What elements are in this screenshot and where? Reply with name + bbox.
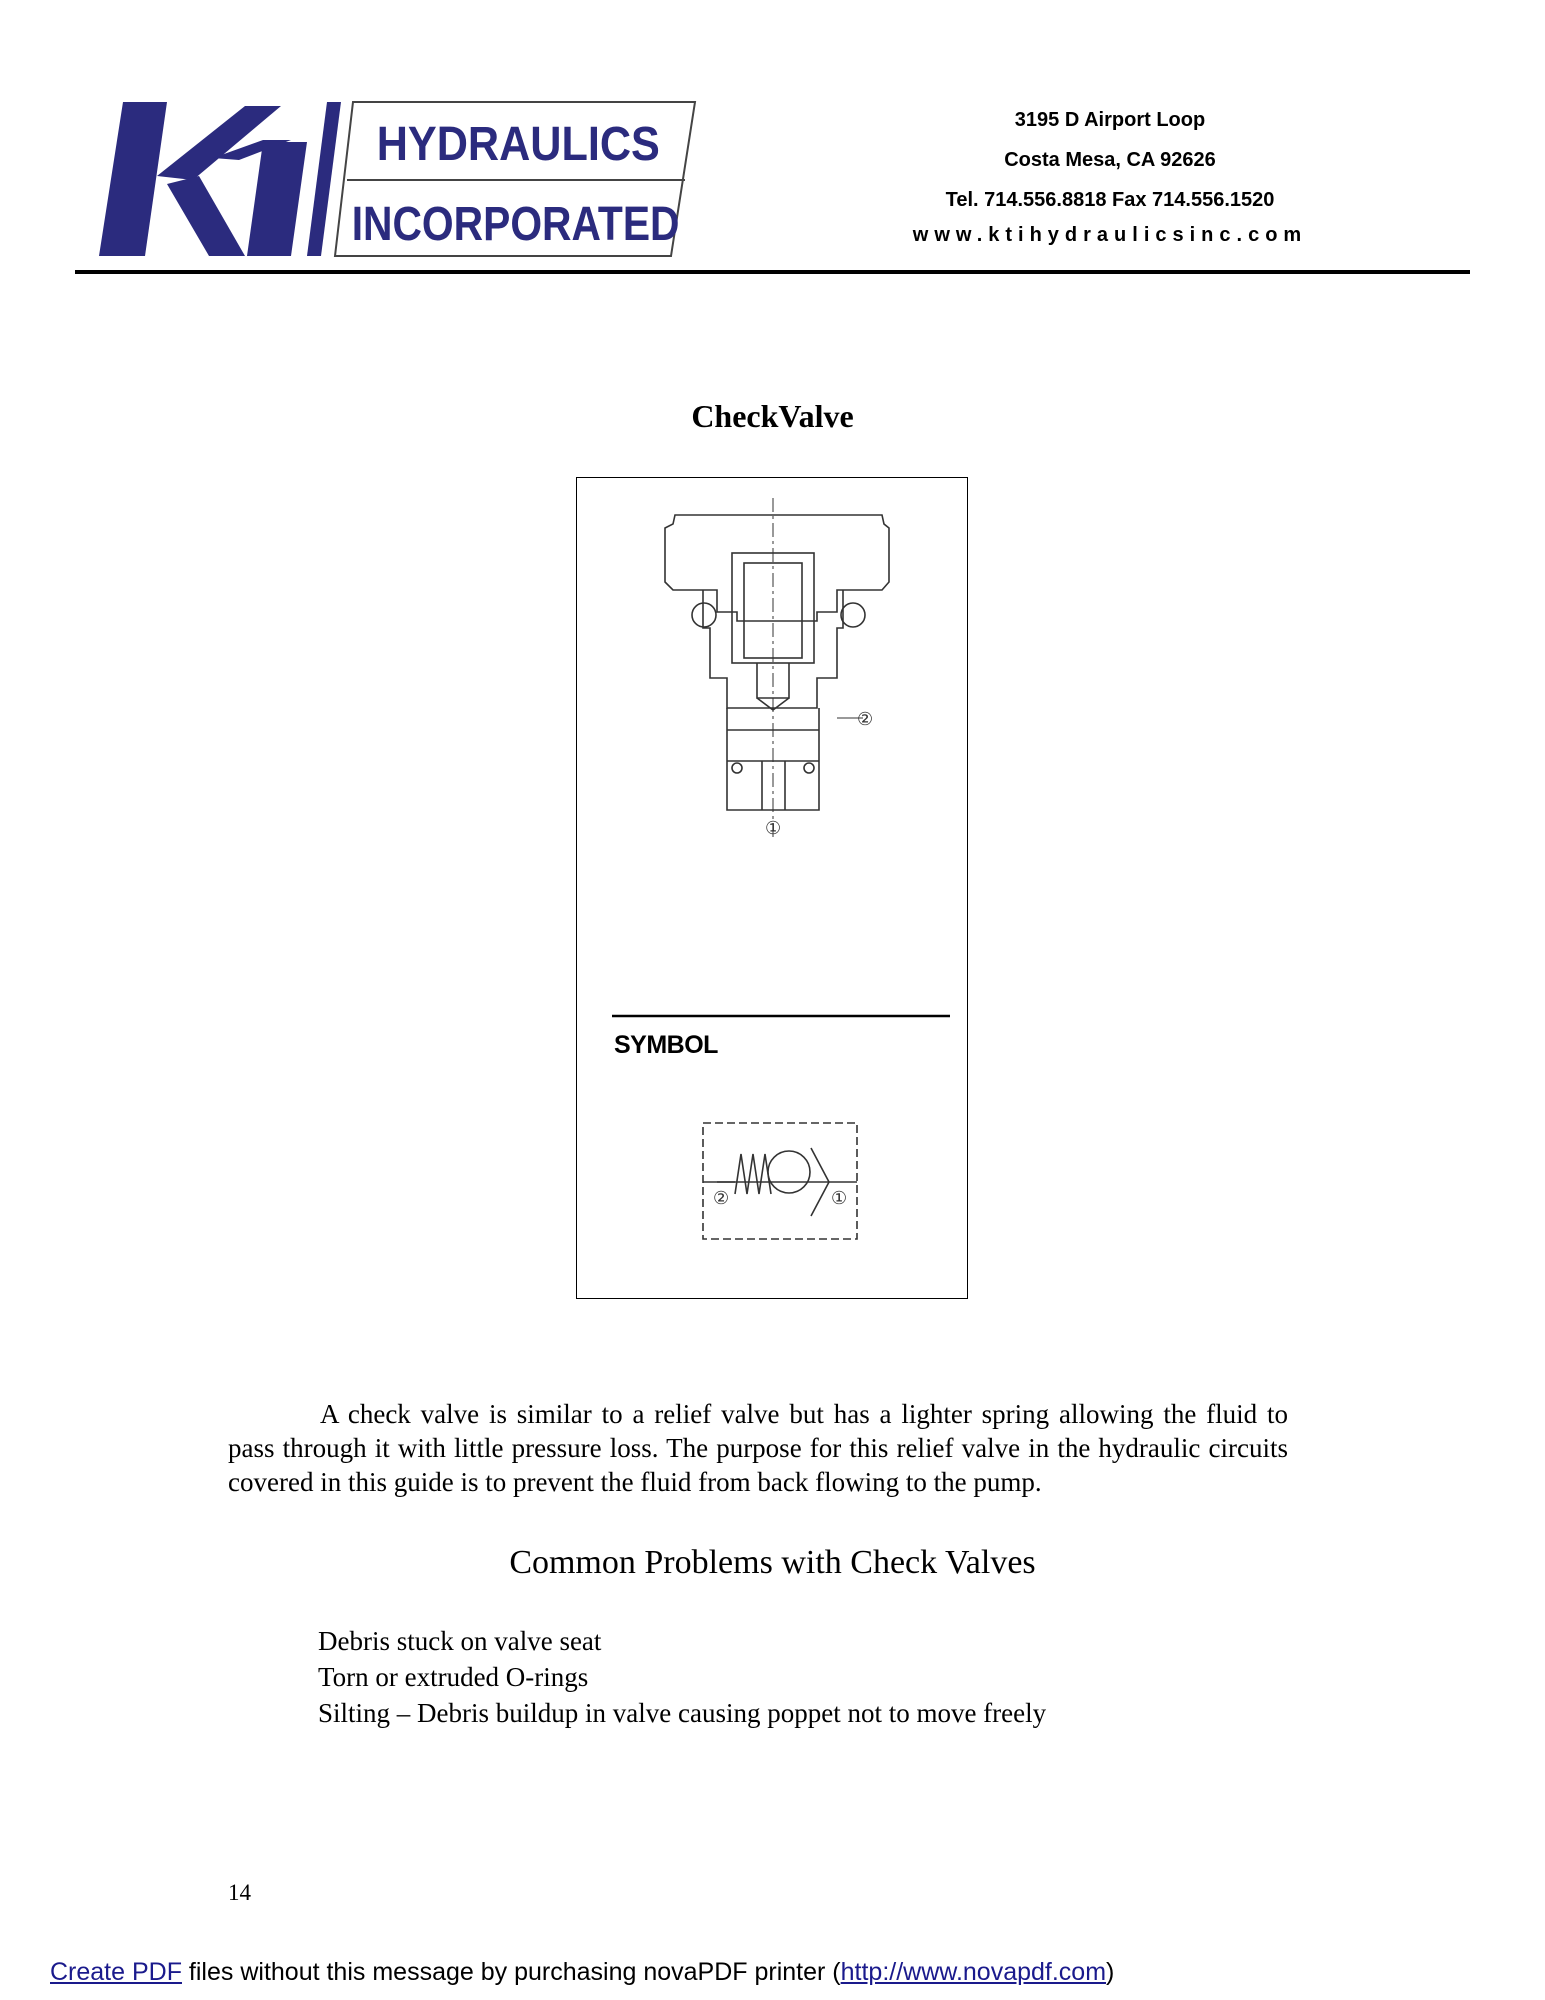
footer-text: files without this message by purchasing novaPDF printer ( bbox=[181, 1958, 841, 1986]
logo-letters: KTI bbox=[95, 100, 97, 101]
description-paragraph: A check valve is similar to a relief valve but has a lighter spring allowing the fluid to pass through it with little pressure loss. The purpose for this relief valve in the hydraulic circuits covered in this guide is to prevent the fluid from back flowing to the pump. bbox=[228, 1399, 1288, 1497]
footer-end: ) bbox=[1106, 1958, 1115, 1986]
port-label-2-symbol: ② bbox=[713, 1188, 730, 1209]
check-valve-figure bbox=[576, 477, 968, 1299]
port-label-2-cutaway: ② bbox=[857, 709, 874, 730]
problems-list bbox=[318, 1623, 1046, 1731]
address-line-1: 3195 D Airport Loop bbox=[1014, 109, 1206, 131]
check-valve-drawing bbox=[577, 478, 969, 1300]
logo-line1: HYDRAULICS bbox=[376, 116, 660, 171]
list-item: Debris stuck on valve seat bbox=[318, 1626, 602, 1656]
page-title: CheckValve bbox=[691, 398, 854, 434]
novapdf-link[interactable]: http://www.novapdf.com bbox=[840, 1958, 1107, 1986]
pdf-footer bbox=[50, 1958, 1114, 1987]
create-pdf-link[interactable]: Create PDF bbox=[50, 1958, 182, 1986]
port-label-1-symbol: ① bbox=[831, 1188, 848, 1209]
list-item: Torn or extruded O-rings bbox=[318, 1662, 589, 1692]
website: www.ktihydraulicsinc.com bbox=[912, 224, 1308, 246]
address-line-2: Costa Mesa, CA 92626 bbox=[1004, 149, 1216, 171]
company-logo bbox=[95, 100, 705, 260]
list-item: Silting – Debris buildup in valve causing poppet not to move freely bbox=[318, 1698, 1047, 1728]
page-number: 14 bbox=[228, 1880, 251, 1905]
section-heading: Common Problems with Check Valves bbox=[509, 1544, 1036, 1581]
phone-fax: Tel. 714.556.8818 Fax 714.556.1520 bbox=[945, 189, 1275, 211]
header-rule bbox=[75, 270, 1470, 274]
symbol-label: SYMBOL bbox=[614, 1031, 718, 1059]
logo-line2: INCORPORATED bbox=[351, 197, 680, 251]
contact-block bbox=[850, 100, 1370, 250]
port-label-1-cutaway: ① bbox=[765, 818, 782, 839]
